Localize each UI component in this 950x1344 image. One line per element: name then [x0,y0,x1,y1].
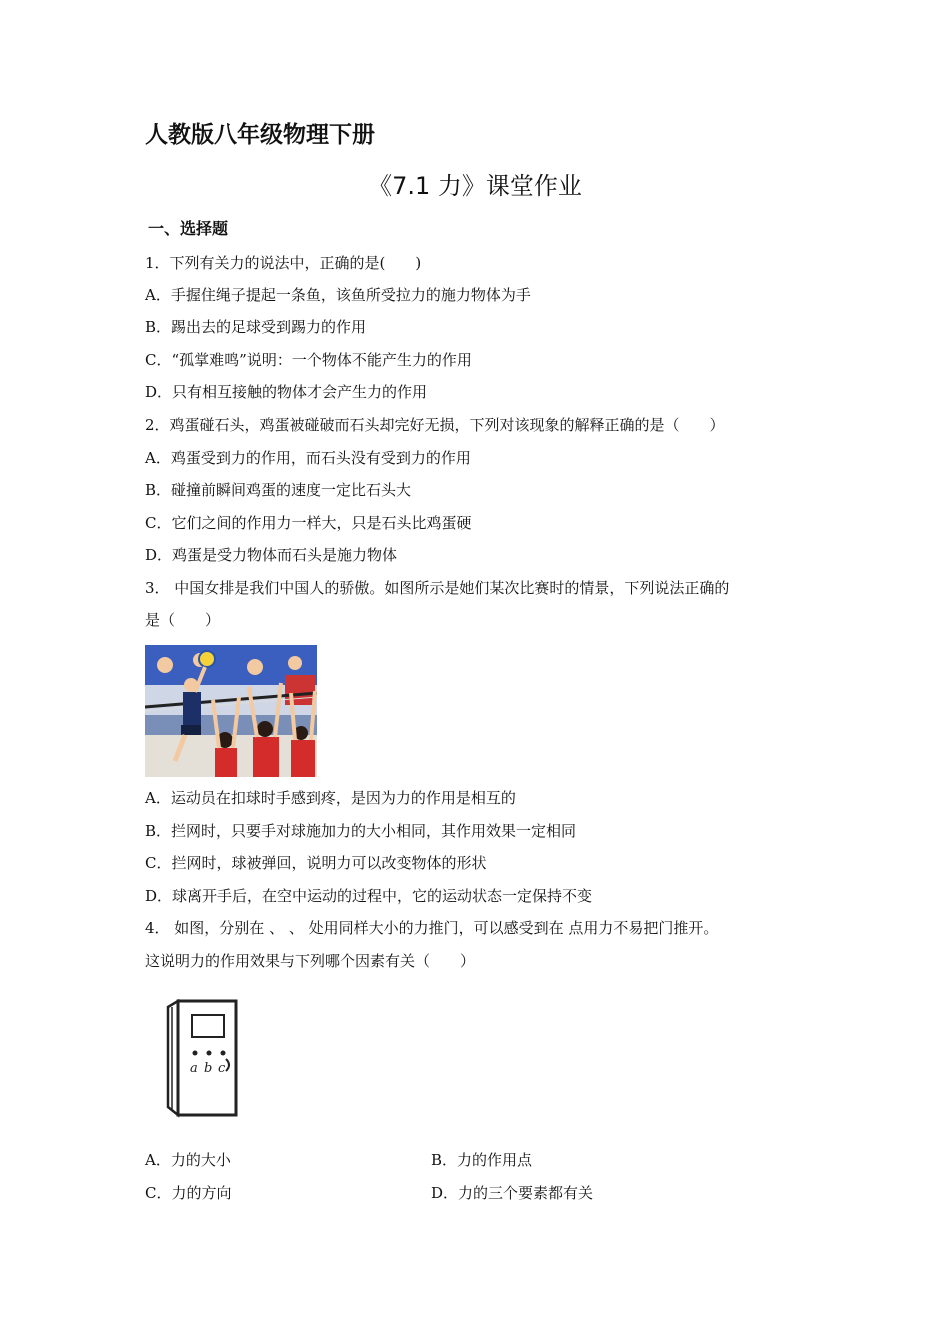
question-1-option-c: C．“孤掌难鸣”说明：一个物体不能产生力的作用 [145,351,472,369]
question-1-stem: 1．下列有关力的说法中，正确的是( ) [145,254,422,272]
question-4-option-b: B．力的作用点 [431,1151,533,1169]
question-4-stem-line2: 这说明力的作用效果与下列哪个因素有关（ ） [145,952,476,970]
question-3-option-a: A．运动员在扣球时手感到疼，是因为力的作用是相互的 [145,789,516,807]
question-3-option-b: B．拦网时，只要手对球施加力的大小相同，其作用效果一定相同 [145,822,577,840]
question-4-option-a: A．力的大小 [145,1151,231,1169]
question-3-stem-line1: 3． 中国女排是我们中国人的骄傲。如图所示是她们某次比赛时的情景，下列说法正确的 [145,579,730,597]
question-4-option-c: C．力的方向 [145,1184,232,1202]
document-subtitle: 《7.1 力》课堂作业 [368,172,582,200]
document-title: 人教版八年级物理下册 [145,122,375,148]
question-4-option-d: D．力的三个要素都有关 [431,1184,594,1202]
question-1-option-a: A．手握住绳子提起一条鱼，该鱼所受拉力的施力物体为手 [145,286,531,304]
question-2-option-c: C．它们之间的作用力一样大，只是石头比鸡蛋硬 [145,514,472,532]
volleyball-photo [145,645,317,777]
question-2-option-a: A．鸡蛋受到力的作用，而石头没有受到力的作用 [145,449,471,467]
door-diagram [160,997,242,1119]
question-3-stem-line2: 是（ ） [145,611,221,629]
section-title: 一、选择题 [148,219,229,238]
question-1-option-b: B．踢出去的足球受到踢力的作用 [145,318,367,336]
door-label-c: c [218,1061,226,1076]
door-label-b: b [204,1061,213,1076]
question-2-option-d: D．鸡蛋是受力物体而石头是施力物体 [145,546,398,564]
question-3-option-d: D．球离开手后，在空中运动的过程中，它的运动状态一定保持不变 [145,887,593,905]
question-2-option-b: B．碰撞前瞬间鸡蛋的速度一定比石头大 [145,481,412,499]
door-label-a: a [190,1061,198,1076]
question-1-option-d: D．只有相互接触的物体才会产生力的作用 [145,383,428,401]
question-4-stem-line1: 4． 如图，分别在 、 、 处用同样大小的力推门，可以感受到在 点用力不易把门推开。 [145,919,719,937]
question-2-stem: 2．鸡蛋碰石头，鸡蛋被碰破而石头却完好无损，下列对该现象的解释正确的是（ ） [145,416,725,434]
question-3-option-c: C．拦网时，球被弹回，说明力可以改变物体的形状 [145,854,487,872]
